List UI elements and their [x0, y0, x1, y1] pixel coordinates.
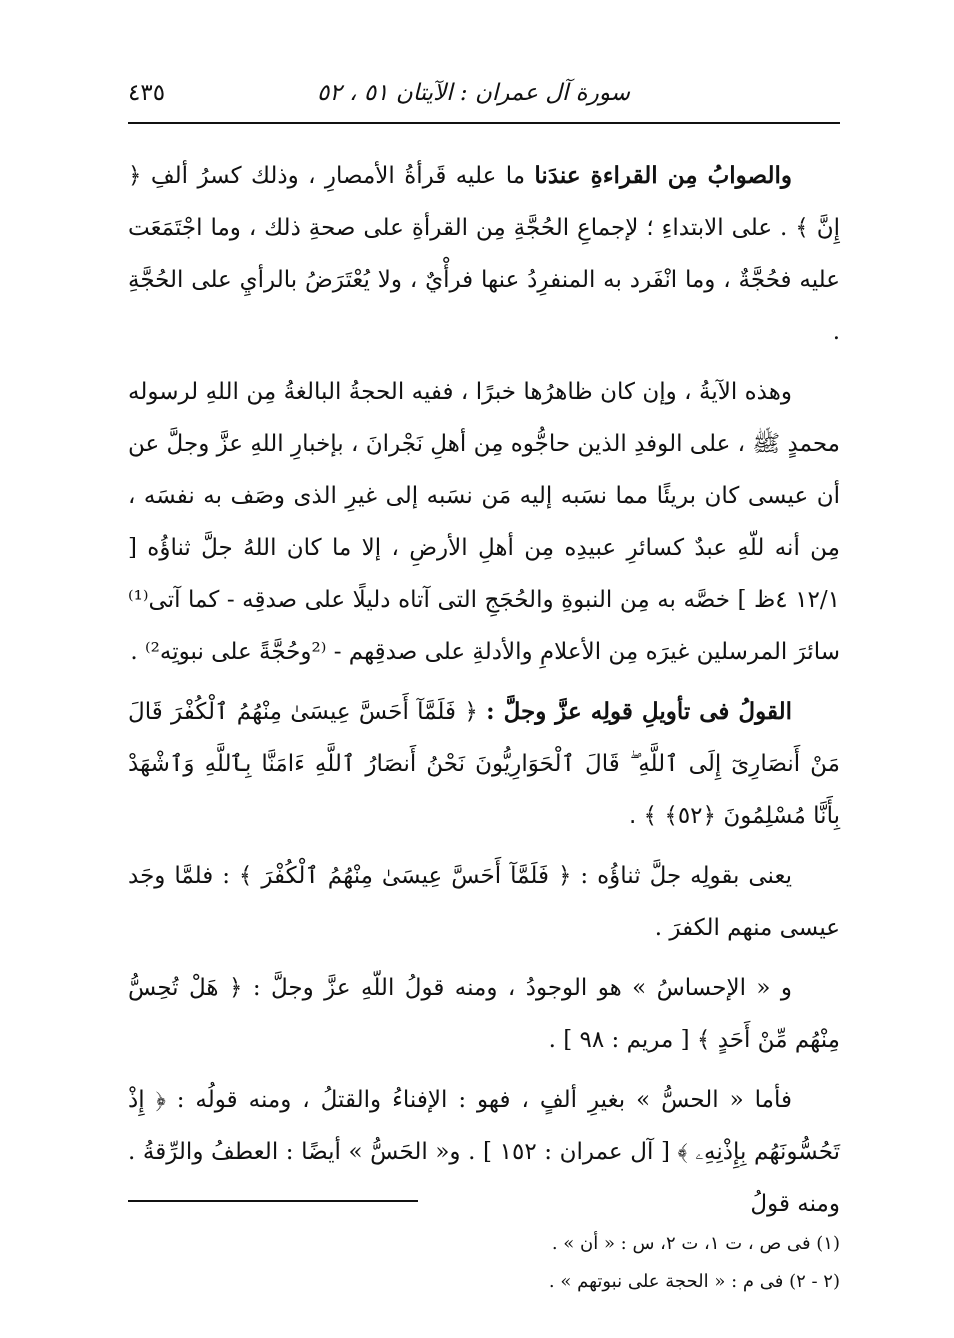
paragraph-1-lead: والصوابُ مِن القراءةِ عندَنا: [534, 162, 792, 189]
paragraph-3-lead: القولُ فى تأويلِ قولِه عزَّ وجلَّ :: [486, 698, 792, 725]
paragraph-4-text: يعنى بقولِه جلَّ ثناؤُه : ﴿ فَلَمَّآ أَحَسَّ عِيسَىٰ مِنْهُمُ ٱلْكُفْرَ ﴾ : فلمَّا وجَد عيسى منهم الكفرَ .: [128, 863, 840, 941]
paragraph-2: [128, 366, 840, 678]
paragraph-3: [128, 686, 840, 842]
page-number: ٤٣٥: [128, 80, 166, 106]
paragraph-2-text: وهذه الآيةُ ، وإن كان ظاهرُها خبرًا ، ففيه الحجةُ البالغةُ مِن اللهِ لرسوله محمدٍ ﷺ ، على الوفدِ الذين حاجُّوه مِن أهلِ نَجْرانَ ، بإخبارِ اللهِ عزَّ وجلَّ عن أن عيسى كان بريئًا مما نسَبه إليه مَن نسَبه إلى غيرِ الذى وصَف به نفسَه ، مِن أنه للّهِ عبدٌ كسائرِ عبيدِه مِن أهلِ الأرضِ ، إلا ما كان اللهُ جلَّ ثناؤُه [ ١٢/١ ٤ظ ] خصَّه به مِن النبوةِ والحُجَجِ التى آتاه دليلًا على صدقِه - كما آتى⁽¹⁾ سائرَ المرسلين غيرَه مِن الأعلامِ والأدلةِ على صدقِهم - ⁽²وحُجَّةً على نبوتِه²⁾ .: [128, 379, 840, 665]
footnote-divider: [128, 1200, 418, 1202]
paragraph-6: [128, 1074, 840, 1230]
paragraph-3-text: ﴿ فَلَمَّآ أَحَسَّ عِيسَىٰ مِنْهُمُ ٱلْكُفْرَ قَالَ مَنْ أَنصَارِىٓ إِلَى ٱللَّهِ ۖ قَالَ ٱلْحَوَارِيُّونَ نَحْنُ أَنصَارُ ٱللَّهِ ءَامَنَّا بِٱللَّهِ وَٱشْهَدْ بِأَنَّا مُسْلِمُونَ ﴿٥٢﴾ ﴾ .: [128, 699, 840, 829]
paragraph-5-text: و « الإحساسُ » هو الوجودُ ، ومنه قولُ اللّهِ عزَّ وجلَّ : ﴿ هَلْ تُحِسُّ مِنْهُم مِّنْ أَحَدٍ ﴾ [ مريم : ٩٨ ] .: [128, 975, 840, 1053]
paragraph-5: [128, 962, 840, 1066]
footnote-1: (١) فى ص ، ت ١، ت ٢، س : « أن » .: [551, 1233, 840, 1254]
body-text: [128, 150, 840, 1230]
footnotes: [128, 1225, 840, 1301]
header-title: سورة آل عمران : الآيتان ٥١ ، ٥٢: [317, 80, 630, 106]
paragraph-4: [128, 850, 840, 954]
paragraph-1-text: ما عليه قَرأةُ الأمصارِ ، وذلك كسرُ ألفِ ﴿ إِنَّ ﴾ . على الابتداءِ ؛ لإجماعِ الحُجَّةِ مِن القرأةِ على صحةِ ذلك ، وما اجْتَمَعَت عليه فحُجَّةٌ ، وما انْفَرد به المنفرِدُ عنها فرأْيٌ ، ولا يُعْتَرَضُ بالرأيِ على الحُجَّةِ .: [128, 163, 840, 345]
paragraph-6-text: فأما « الحسُّ » بغيرِ ألفٍ ، فهو : الإفناءُ والقتلُ ، ومنه قولُه : ﴿ إِذْ تَحُسُّونَهُم بِإِذْنِهِۦ ﴾ [ آل عمران : ١٥٢ ] . و« الحَسُّ » أيضًا : العطفُ والرِّقةُ . ومنه قولُ: [128, 1087, 840, 1217]
book-page: [128, 70, 840, 1300]
paragraph-1: [128, 150, 840, 358]
footnote-2: (٢ - ٢) فى م : « الحجة على نبوتهم » .: [548, 1271, 840, 1292]
running-header: [128, 70, 840, 124]
